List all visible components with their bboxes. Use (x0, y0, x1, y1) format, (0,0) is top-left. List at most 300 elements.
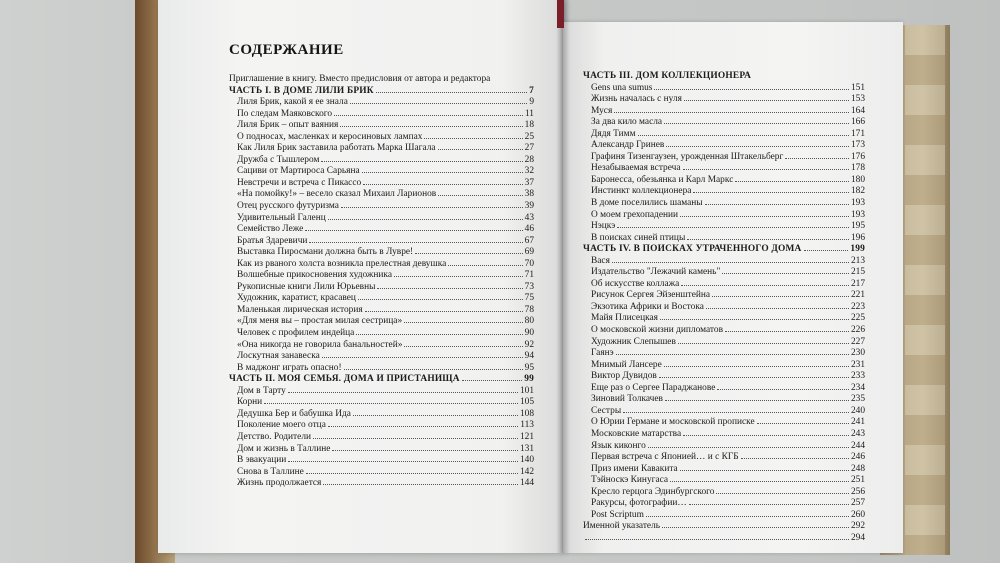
toc-leader-dots (322, 357, 523, 358)
toc-entry (229, 420, 534, 432)
toc-entry (583, 106, 865, 118)
toc-leader-dots (377, 288, 522, 289)
toc-page-number: 151 (850, 82, 865, 93)
toc-entry (229, 247, 534, 259)
toc-entry (583, 117, 865, 129)
toc-entry (229, 316, 534, 328)
toc-entry (229, 259, 534, 271)
toc-leader-dots (648, 447, 849, 448)
toc-entry (229, 224, 534, 236)
toc-entry (229, 155, 534, 167)
toc-page-number: 105 (519, 397, 534, 408)
toc-part-heading (229, 86, 534, 98)
toc-leader-dots (340, 126, 522, 127)
toc-entry (583, 83, 865, 95)
toc-entry-title: «Для меня вы – простая милая сестрица» (237, 316, 403, 327)
toc-entry (583, 267, 865, 279)
toc-entry-title: Как из рваного холста возникла прелестная девушка (237, 258, 447, 269)
toc-page-number: 193 (850, 198, 865, 209)
toc-entry-title: Об искусстве коллажа (591, 278, 680, 289)
toc-leader-dots (684, 100, 849, 101)
toc-entry (583, 290, 865, 302)
toc-leader-dots (321, 161, 522, 162)
toc-entry (229, 455, 534, 467)
toc-entry-title: ЧАСТЬ I. В ДОМЕ ЛИЛИ БРИК (229, 85, 374, 96)
bookmark-ribbon (557, 0, 564, 28)
toc-leader-dots (646, 516, 849, 517)
toc-page-number: 18 (524, 120, 534, 131)
toc-leader-dots (353, 415, 518, 416)
toc-page-number: 75 (524, 293, 534, 304)
toc-entry-title: Приглашение в книгу. Вместо предисловия от автора и редактора (229, 74, 491, 84)
toc-page-number: 244 (850, 440, 865, 451)
toc-leader-dots (725, 331, 849, 332)
toc-page-number: 99 (524, 374, 534, 385)
toc-leader-dots (404, 322, 522, 323)
toc-page-number: 80 (524, 316, 534, 327)
toc-page-number: 43 (524, 212, 534, 223)
toc-leader-dots (350, 103, 527, 104)
toc-page-number: 69 (524, 247, 534, 258)
toc-entry-title: Поколение моего отца (237, 420, 326, 431)
toc-entry (583, 129, 865, 141)
toc-entry (229, 109, 534, 121)
toc-entry-title: Рисунок Сергея Эйзенштейна (591, 290, 711, 301)
toc-leader-dots (462, 380, 522, 381)
toc-entry (583, 383, 865, 395)
toc-page-number: 71 (524, 270, 534, 281)
toc-leader-dots (741, 458, 849, 459)
toc-page-number: 166 (850, 117, 865, 128)
toc-entry (583, 417, 865, 429)
toc-page-number: 131 (519, 443, 534, 454)
toc-entry-title: Графиня Тизенгаузен, урожденная Штакельберг (591, 151, 784, 162)
toc-page-number: 171 (850, 128, 865, 139)
toc-entry (583, 533, 865, 545)
toc-page-number: 140 (519, 455, 534, 466)
toc-page-number: 11 (524, 108, 534, 119)
toc-leader-dots (438, 195, 522, 196)
toc-entry-title: Вася (591, 255, 610, 266)
toc-entry (583, 394, 865, 406)
toc-part-heading (583, 71, 865, 83)
toc-page-number: 241 (850, 417, 865, 428)
toc-entry-title: Волшебные прикосновения художника (237, 270, 393, 281)
toc-entry-title: Выставка Пиросмани должна быть в Лувре! (237, 247, 414, 258)
toc-entry (583, 313, 865, 325)
toc-page-number: 144 (519, 478, 534, 489)
toc-entry (583, 521, 865, 533)
toc-entry (229, 189, 534, 201)
toc-leader-dots (323, 484, 518, 485)
toc-entry (583, 441, 865, 453)
toc-leader-dots (328, 426, 518, 427)
toc-leader-dots (678, 343, 849, 344)
toc-entry-title: Удивительный Галенц (237, 212, 326, 223)
toc-entry-title: ЧАСТЬ II. МОЯ СЕМЬЯ. ДОМА И ПРИСТАНИЩА (229, 374, 460, 385)
toc-page-number: 108 (519, 408, 534, 419)
toc-entry-title: Ракурсы, фотографии… (591, 498, 687, 509)
toc-entry-title: Жизнь началась с нуля (591, 94, 682, 105)
toc-page-number: 231 (850, 359, 865, 370)
toc-page-number: 101 (519, 385, 534, 396)
toc-entry (229, 270, 534, 282)
toc-page-number: 78 (524, 304, 534, 315)
toc-entry (583, 348, 865, 360)
toc-entry (583, 429, 865, 441)
toc-entry-title: ЧАСТЬ IV. В ПОИСКАХ УТРАЧЕННОГО ДОМА (583, 244, 802, 255)
toc-leader-dots (341, 207, 523, 208)
toc-entry-title: Александр Гринев (591, 140, 665, 151)
toc-page-number: 256 (850, 486, 865, 497)
toc-entry (583, 464, 865, 476)
toc-entry (583, 510, 865, 522)
toc-entry-title: Маленькая лирическая история (237, 304, 363, 315)
toc-entry-title: Инстинкт коллекционера (591, 186, 692, 197)
toc-entry (229, 340, 534, 352)
toc-leader-dots (660, 319, 849, 320)
toc-entry (583, 152, 865, 164)
toc-entry (583, 371, 865, 383)
toc-entry (583, 186, 865, 198)
toc-leader-dots (448, 265, 522, 266)
toc-entry-title: В эвакуации (237, 455, 287, 466)
toc-entry-title: За два кило масла (591, 117, 663, 128)
toc-entry-title: О московской жизни дипломатов (591, 325, 723, 336)
toc-page-number: 164 (850, 105, 865, 116)
toc-page-number: 153 (850, 94, 865, 105)
toc-page-number: 178 (850, 163, 865, 174)
toc-entry (229, 444, 534, 456)
toc-entry-title: Дядя Тимм (591, 128, 636, 139)
contents-title: СОДЕРЖАНИЕ (229, 42, 344, 58)
toc-entry-title: «Она никогда не говорила банальностей» (237, 339, 403, 350)
toc-leader-dots (665, 400, 849, 401)
toc-part-heading (229, 374, 534, 386)
toc-leader-dots (623, 412, 849, 413)
toc-entry-title: Post Scriptum (591, 509, 644, 520)
toc-leader-dots (306, 473, 518, 474)
toc-page-number: 225 (850, 313, 865, 324)
toc-entry (583, 163, 865, 175)
toc-page-number: 37 (524, 177, 534, 188)
toc-entry (229, 282, 534, 294)
toc-page-number: 121 (519, 431, 534, 442)
toc-leader-dots (687, 239, 849, 240)
toc-page-number: 39 (524, 201, 534, 212)
toc-entry (583, 140, 865, 152)
toc-leader-dots (332, 450, 518, 451)
toc-leader-dots (288, 392, 518, 393)
toc-entry (583, 94, 865, 106)
toc-leader-dots (662, 527, 849, 528)
toc-entry-title: О моем грехопадении (591, 209, 679, 220)
toc-entry-title: В маджонг играть опасно! (237, 362, 342, 373)
toc-entry-title: Человек с профилем индейца (237, 328, 355, 339)
toc-leader-dots (681, 285, 849, 286)
toc-entry (229, 386, 534, 398)
book-cover-right-edge (905, 25, 945, 555)
toc-leader-dots (693, 192, 849, 193)
toc-leader-dots (365, 311, 523, 312)
toc-left-list (229, 74, 534, 490)
toc-entry (229, 178, 534, 190)
toc-page-number: 243 (850, 428, 865, 439)
toc-leader-dots (757, 423, 849, 424)
toc-page-number: 27 (524, 143, 534, 154)
toc-entry-title: Зиновий Толкачев (591, 394, 663, 405)
toc-leader-dots (638, 135, 849, 136)
toc-entry-title: Лиля Брик, какой я ее знала (237, 97, 348, 108)
toc-leader-dots (424, 138, 522, 139)
toc-page-number: 246 (850, 452, 865, 463)
toc-entry (229, 143, 534, 155)
toc-page-number: 248 (850, 463, 865, 474)
toc-entry (583, 325, 865, 337)
toc-entry (583, 406, 865, 418)
toc-leader-dots (376, 92, 527, 93)
toc-entry (229, 120, 534, 132)
toc-page-number: 230 (850, 348, 865, 359)
toc-page-number: 240 (850, 405, 865, 416)
toc-entry-title: Дружба с Тышлером (237, 154, 320, 165)
toc-entry (229, 132, 534, 144)
toc-page-number: 223 (850, 301, 865, 312)
toc-leader-dots (654, 89, 848, 90)
toc-leader-dots (705, 204, 849, 205)
toc-page-number: 70 (524, 258, 534, 269)
toc-entry-title: Лиля Брик – опыт ваяния (237, 120, 339, 131)
toc-page-number: 73 (524, 281, 534, 292)
toc-page-number: 234 (850, 382, 865, 393)
toc-page-number: 9 (529, 97, 534, 108)
toc-entry-title: Художник, каратист, красавец (237, 293, 356, 304)
toc-leader-dots (334, 115, 523, 116)
toc-page-number: 226 (850, 325, 865, 336)
toc-entry (229, 351, 534, 363)
toc-entry-title: Лоскутная занавеска (237, 351, 320, 362)
toc-entry-title: Муся (591, 105, 613, 116)
toc-leader-dots (614, 112, 849, 113)
toc-leader-dots (309, 242, 522, 243)
toc-entry-title: Братья Здаревичи (237, 235, 308, 246)
toc-entry-title: Художник Слепышев (591, 336, 676, 347)
toc-entry (583, 210, 865, 222)
toc-leader-dots (328, 219, 523, 220)
toc-entry-title: ЧАСТЬ III. ДОМ КОЛЛЕКЦИОНЕРА (583, 71, 752, 81)
toc-page-number: 176 (850, 151, 865, 162)
toc-entry-title: Дом и жизнь в Таллине (237, 443, 331, 454)
toc-page-number: 32 (524, 166, 534, 177)
toc-page-number: 235 (850, 394, 865, 405)
toc-entry-title: В доме поселились шаманы (591, 198, 703, 209)
toc-entry (583, 302, 865, 314)
toc-entry-title: Невстречи и встреча с Пикассо (237, 177, 362, 188)
toc-leader-dots (680, 216, 849, 217)
toc-entry-title: Баронесса, обезьянка и Карл Маркс (591, 174, 734, 185)
toc-leader-dots (664, 123, 849, 124)
toc-leader-dots (689, 504, 849, 505)
toc-entry (583, 198, 865, 210)
toc-entry (583, 221, 865, 233)
toc-entry-title: О Юрии Германе и московской прописке (591, 417, 755, 428)
toc-entry-title: Детство. Родители (237, 431, 312, 442)
toc-leader-dots (683, 435, 849, 436)
toc-entry-title: Корни (237, 397, 263, 408)
toc-entry-title: Издательство "Лежачий камень" (591, 267, 721, 278)
toc-entry-title: Майя Плисецкая (591, 313, 658, 324)
toc-entry (583, 233, 865, 245)
toc-entry-title: Еще раз о Сергее Параджанове (591, 382, 716, 393)
toc-leader-dots (683, 169, 849, 170)
toc-part-heading (583, 244, 865, 256)
toc-leader-dots (706, 308, 849, 309)
toc-entry (229, 74, 534, 86)
toc-entry (583, 475, 865, 487)
toc-page-number: 257 (850, 498, 865, 509)
toc-entry (229, 328, 534, 340)
toc-entry-title: Гаянэ (591, 348, 614, 359)
toc-leader-dots (356, 334, 522, 335)
toc-leader-dots (404, 346, 522, 347)
toc-page-number: 113 (520, 420, 534, 431)
toc-entry (583, 279, 865, 291)
toc-page-number: 142 (519, 466, 534, 477)
toc-entry (229, 478, 534, 490)
toc-leader-dots (616, 354, 849, 355)
toc-page-number: 294 (850, 532, 865, 543)
toc-entry (229, 293, 534, 305)
toc-leader-dots (666, 146, 849, 147)
toc-entry (229, 305, 534, 317)
toc-leader-dots (585, 539, 849, 540)
toc-page-number: 38 (524, 189, 534, 200)
toc-page-number: 193 (850, 209, 865, 220)
book-spine-shadow (556, 0, 570, 553)
toc-entry (229, 409, 534, 421)
toc-leader-dots (264, 403, 518, 404)
toc-leader-dots (362, 172, 523, 173)
toc-page-number: 213 (850, 255, 865, 266)
toc-page-number: 196 (850, 232, 865, 243)
toc-page-number: 227 (850, 336, 865, 347)
toc-entry (229, 201, 534, 213)
toc-entry-title: Сациви от Мартироса Сарьяна (237, 166, 360, 177)
toc-leader-dots (438, 149, 523, 150)
toc-page-number: 94 (524, 351, 534, 362)
toc-entry-title: Язык киконго (591, 440, 646, 451)
toc-page-number: 7 (529, 85, 534, 96)
toc-leader-dots (716, 493, 848, 494)
toc-page-number: 90 (524, 328, 534, 339)
toc-leader-dots (712, 296, 849, 297)
toc-page-number: 260 (850, 509, 865, 520)
toc-leader-dots (664, 366, 849, 367)
toc-page-number: 199 (850, 244, 865, 255)
toc-entry-title: Нэцкэ (591, 221, 616, 232)
toc-page-number: 173 (850, 140, 865, 151)
toc-entry-title: Семейство Леже (237, 224, 304, 235)
toc-entry (229, 97, 534, 109)
toc-entry-title: Экзотика Африки и Востока (591, 301, 704, 312)
toc-entry-title: Снова в Таллине (237, 466, 304, 477)
toc-entry (229, 397, 534, 409)
toc-leader-dots (659, 377, 849, 378)
toc-page-number: 92 (524, 339, 534, 350)
toc-entry (229, 236, 534, 248)
toc-leader-dots (612, 262, 849, 263)
toc-entry (583, 487, 865, 499)
toc-entry-title: Незабываемая встреча (591, 163, 681, 174)
toc-page-number: 215 (850, 267, 865, 278)
toc-entry (583, 337, 865, 349)
toc-entry (229, 432, 534, 444)
toc-entry-title: Рукописные книги Лили Юрьевны (237, 281, 376, 292)
toc-leader-dots (363, 184, 522, 185)
toc-entry-title: По следам Маяковского (237, 108, 333, 119)
toc-page-number: 217 (850, 278, 865, 289)
toc-entry-title: Дом в Тарту (237, 385, 286, 396)
toc-entry-title: Как Лиля Брик заставила работать Марка Шагала (237, 143, 436, 154)
toc-page-number: 28 (524, 154, 534, 165)
toc-entry (583, 175, 865, 187)
toc-page-number: 182 (850, 186, 865, 197)
toc-leader-dots (344, 369, 523, 370)
toc-leader-dots (313, 438, 518, 439)
toc-page-number: 67 (524, 235, 534, 246)
toc-leader-dots (735, 181, 849, 182)
toc-page-number: 95 (524, 362, 534, 373)
toc-entry (583, 498, 865, 510)
toc-leader-dots (722, 273, 849, 274)
toc-entry-title: Приз имени Кавакита (591, 463, 678, 474)
toc-entry-title: Отец русского футуризма (237, 201, 339, 212)
toc-entry-title: «На помойку!» – весело сказал Михаил Ларионов (237, 189, 437, 200)
toc-entry (229, 363, 534, 375)
toc-entry-title: Сестры (591, 405, 622, 416)
toc-leader-dots (785, 158, 849, 159)
toc-entry-title: Кресло герцога Эдинбургского (591, 486, 715, 497)
toc-entry-title: Gens una sumus (591, 82, 653, 93)
toc-entry-title: Дедушка Бер и бабушка Ида (237, 408, 351, 419)
toc-entry-title: О подносах, масленках и керосиновых лампах (237, 131, 423, 142)
toc-entry (583, 360, 865, 372)
toc-entry-title: Жизнь продолжается (237, 478, 322, 489)
toc-right-list (583, 71, 865, 544)
toc-leader-dots (680, 470, 849, 471)
toc-page-number: 25 (524, 131, 534, 142)
toc-page-number: 221 (850, 290, 865, 301)
toc-leader-dots (394, 276, 523, 277)
toc-leader-dots (717, 389, 849, 390)
toc-leader-dots (415, 253, 522, 254)
toc-entry-title: Именной указатель (583, 521, 661, 532)
toc-entry (229, 467, 534, 479)
toc-page-number: 46 (524, 224, 534, 235)
toc-entry (583, 452, 865, 464)
toc-entry (229, 213, 534, 225)
toc-page-number: 195 (850, 221, 865, 232)
toc-leader-dots (288, 461, 518, 462)
toc-page-number: 251 (850, 475, 865, 486)
toc-entry (229, 166, 534, 178)
toc-page-number: 233 (850, 371, 865, 382)
toc-entry-title: Виктор Дувидов (591, 371, 657, 382)
toc-entry-title: Первая встреча с Японией… и с КГБ (591, 452, 739, 463)
toc-leader-dots (617, 227, 849, 228)
toc-entry-title: В поисках синей птицы (591, 232, 686, 243)
toc-entry-title: Тэйноскэ Кинугаса (591, 475, 669, 486)
